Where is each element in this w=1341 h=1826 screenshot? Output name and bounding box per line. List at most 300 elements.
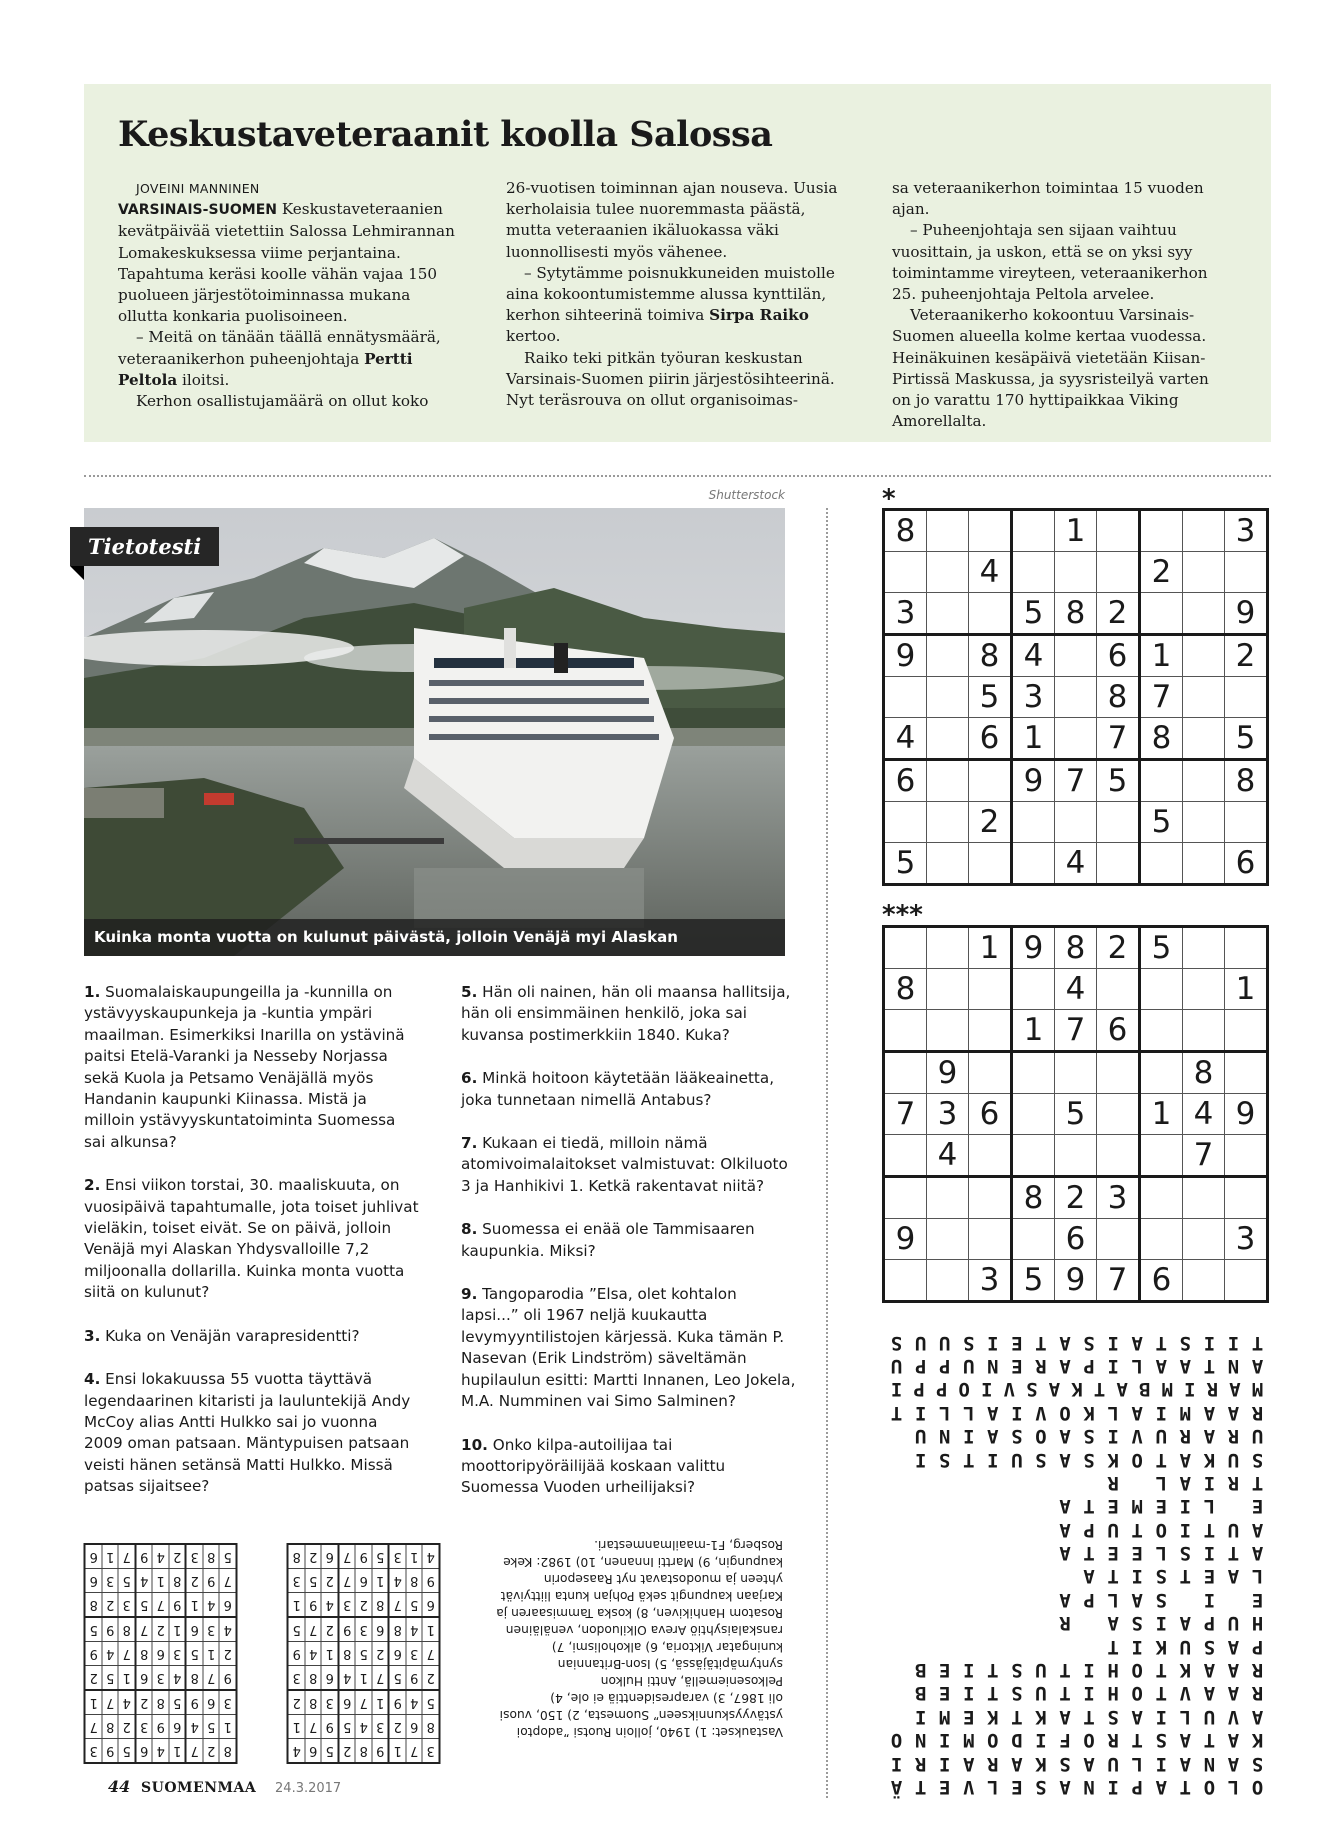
sudoku-cell: 1 (1225, 969, 1268, 1010)
solution-cell: 4 (169, 1666, 186, 1691)
solution-cell: 9 (102, 1617, 119, 1642)
solution-cell: 2 (288, 1690, 305, 1715)
solution-cell: 9 (220, 1666, 237, 1691)
sudoku-cell (1140, 843, 1183, 885)
grid-row (884, 635, 1268, 677)
sudoku-cell (969, 843, 1012, 885)
sudoku-cell (1225, 1010, 1268, 1052)
solution-cell: 3 (423, 1739, 440, 1764)
word-search-letter: T (1083, 1495, 1095, 1518)
solution-cell: 9 (136, 1544, 153, 1569)
word-search-letter (886, 1704, 907, 1727)
word-search-letter: N (1083, 1775, 1095, 1798)
solution-cell: 1 (186, 1593, 203, 1618)
sudoku-cell: 9 (1055, 1260, 1097, 1302)
word-search-letter: A (1227, 1401, 1240, 1424)
solution-cell: 8 (119, 1617, 136, 1642)
word-search-letter: L (1227, 1775, 1240, 1798)
word-search-letter: T (1093, 1378, 1106, 1401)
word-search-letter (1055, 1634, 1076, 1657)
solution-cell: 9 (389, 1690, 406, 1715)
word-search-letter: O (890, 1729, 903, 1752)
section-tag: Tietotesti (70, 527, 219, 566)
grid-row (884, 1135, 1268, 1177)
word-search-letter: P (938, 1354, 951, 1377)
grid-row (85, 1739, 237, 1764)
solution-cell: 6 (85, 1569, 102, 1593)
word-search-letter: A (1131, 1588, 1143, 1611)
sudoku-cell (1012, 510, 1055, 552)
solution-cell: 4 (288, 1739, 305, 1764)
solution-cell: 1 (372, 1690, 389, 1715)
solution-cell: 2 (372, 1642, 389, 1666)
solution-cell: 5 (186, 1642, 203, 1666)
word-search-letter (982, 1634, 1003, 1657)
word-search-letter: T (1155, 1448, 1167, 1471)
grid-row (884, 1094, 1268, 1135)
word-search-letter: R (1251, 1682, 1264, 1705)
word-search-letter: S (1011, 1424, 1023, 1447)
solution-cell: 4 (389, 1569, 406, 1593)
word-search-letter: K (1203, 1448, 1216, 1471)
word-search-letter (1079, 1611, 1100, 1634)
sudoku-cell: 1 (969, 927, 1012, 969)
sudoku-cell (884, 1260, 927, 1302)
sudoku-cell: 1 (1140, 1094, 1183, 1135)
grid-row (884, 677, 1268, 718)
question-text: Ensi viikon torstai, 30. maaliskuuta, on vuosipäivä tapahtumalle, jota toiset juhlivat vieläkin, toiset eivät. Se on päivä, jolloin Venäjä myi Alaskan Yhdysvalloille 7,2 miljoonalla dollarilla. Kuinka monta vuotta siitä on kulunut? (84, 1176, 419, 1302)
word-search-letter: T (1107, 1565, 1119, 1588)
word-search-letter: S (1035, 1775, 1047, 1798)
solution-cell: 2 (169, 1544, 186, 1569)
word-search-letter: I (1155, 1401, 1167, 1424)
word-search-row (886, 1447, 1268, 1470)
word-search-letter (1030, 1517, 1051, 1540)
word-search-letter: A (1083, 1752, 1095, 1775)
grid-row (85, 1544, 237, 1569)
sudoku-cell (884, 1010, 927, 1052)
question-text: Ensi lokakuussa 55 vuotta täyttävä legendaarinen kitaristi ja lauluntekijä Andy McCoy alias Antti Hulkko sai jo vuonna 2009 oman patsaan. Mäntypuisen patsaan veisti hänen setänsä Matti Hulkko. Missä patsas sijaitsee? (84, 1370, 411, 1496)
word-search-letter: I (1203, 1541, 1216, 1564)
solution-cell: 2 (356, 1593, 373, 1618)
word-search-letter: S (890, 1331, 903, 1354)
solution-cell: 6 (322, 1666, 339, 1691)
solution-grid (287, 1543, 441, 1764)
solution-cell: 2 (389, 1715, 406, 1739)
word-search-letter: U (1227, 1518, 1240, 1541)
grid-row (288, 1642, 440, 1666)
word-search-letter: A (1131, 1705, 1143, 1728)
solution-cell: 8 (169, 1569, 186, 1593)
word-search-letter: S (1131, 1612, 1143, 1635)
article-paragraph: 26-vuotisen toiminnan ajan nouseva. Uusia kerholaisia tulee nuoremmasta päästä, mutta veteraanien ikäluokassa väki luonnollisesti myös vähenee. (506, 179, 838, 261)
solution-cell: 1 (203, 1642, 220, 1666)
word-search-letter: N (938, 1424, 951, 1447)
word-search-letter: I (1179, 1495, 1192, 1518)
word-search-row (886, 1657, 1268, 1680)
word-search-letter (1127, 1470, 1148, 1493)
word-search-letter: R (1179, 1424, 1192, 1447)
solution-cell: 1 (119, 1666, 136, 1691)
solution-cell: 1 (169, 1739, 186, 1764)
sudoku-cell (884, 802, 927, 843)
solution-cell: 2 (305, 1544, 322, 1569)
question-number: 10. (461, 1435, 488, 1454)
word-search-letter: R (1227, 1424, 1240, 1447)
sudoku-cell (1140, 593, 1183, 635)
sudoku-cell: 2 (969, 802, 1012, 843)
sudoku-cell (1140, 1219, 1183, 1260)
word-search-letter: L (1107, 1588, 1119, 1611)
solution-cell: 5 (389, 1666, 406, 1691)
article-paragraph: Raiko teki pitkän työuran keskustan Varsinais-Suomen piirin järjestösihteerinä. Nyt teräsrouva on ollut organisoimas- (506, 348, 835, 410)
sudoku-cell: 5 (1140, 927, 1183, 969)
word-search-letter: S (1203, 1635, 1216, 1658)
solution-cell: 9 (102, 1739, 119, 1764)
question (84, 1326, 419, 1347)
word-search-letter: P (1083, 1588, 1095, 1611)
word-search-letter: E (1011, 1354, 1023, 1377)
sudoku-cell (927, 843, 969, 885)
word-search-letter: O (1251, 1775, 1264, 1798)
sudoku-cell (1055, 1135, 1097, 1177)
solution-cell: 6 (339, 1690, 356, 1715)
word-search-letter (958, 1611, 979, 1634)
word-search-letter: S (1179, 1331, 1192, 1354)
sudoku-cell (884, 552, 927, 593)
word-search-letter: A (1059, 1448, 1071, 1471)
sudoku-cell: 3 (969, 1260, 1012, 1302)
word-search-letter: S (1251, 1752, 1264, 1775)
solution-cell: 7 (389, 1593, 406, 1618)
word-search-letter: V (1035, 1401, 1047, 1424)
word-search-letter: I (1107, 1424, 1119, 1447)
sudoku-cell: 9 (1225, 593, 1268, 635)
word-search-letter: U (1155, 1424, 1167, 1447)
sudoku-cell (1225, 677, 1268, 718)
word-search-letter: I (1203, 1588, 1216, 1611)
sudoku-cell (969, 1052, 1012, 1094)
word-search-letter: A (1227, 1729, 1240, 1752)
sudoku-cell: 1 (1012, 718, 1055, 760)
solution-cell: 3 (406, 1642, 423, 1666)
sudoku-cell (1140, 1052, 1183, 1094)
sudoku-cell (884, 927, 927, 969)
word-search-letter: E (1011, 1331, 1023, 1354)
word-search-letter: K (987, 1705, 999, 1728)
word-search-letter: R (1059, 1612, 1071, 1635)
solution-cell: 7 (203, 1666, 220, 1691)
word-search-letter: T (1083, 1541, 1095, 1564)
grid-row (884, 593, 1268, 635)
article-paragraph: – Puheenjohtaja sen sijaan vaihtuu vuosittain, ja uskon, että se on yksi syy toimintamme vireyteen, veteraanikerhon 25. puheenjohtaja Peltola arvelee. (892, 221, 1208, 304)
word-search-letter (934, 1611, 955, 1634)
word-search-letter: E (1251, 1588, 1264, 1611)
solution-cell: 5 (102, 1666, 119, 1691)
word-search-letter: U (1251, 1424, 1264, 1447)
sudoku-cell: 8 (1055, 927, 1097, 969)
word-search-letter: T (963, 1448, 975, 1471)
word-search-letter: T (1011, 1705, 1023, 1728)
word-search-letter (982, 1470, 1003, 1493)
question-text: Minkä hoitoon käytetään lääkeainetta, joka tunnetaan nimellä Antabus? (461, 1069, 775, 1109)
word-search-letter: M (1251, 1378, 1264, 1401)
word-search-letter (886, 1424, 907, 1447)
question-number: 7. (461, 1134, 478, 1153)
word-search-letter (934, 1564, 955, 1587)
sudoku-cell (1225, 1260, 1268, 1302)
word-search-letter: T (1083, 1705, 1095, 1728)
word-search-row (886, 1353, 1268, 1376)
word-search-letter: M (1179, 1401, 1192, 1424)
solution-cell: 4 (406, 1617, 423, 1642)
word-search-row (886, 1634, 1268, 1657)
sudoku-cell (884, 1052, 927, 1094)
solution-cell: 8 (102, 1715, 119, 1739)
sudoku-cell (969, 760, 1012, 802)
word-search-letter: I (1227, 1331, 1240, 1354)
word-search-letter: I (1107, 1331, 1119, 1354)
word-search-letter: E (1251, 1495, 1264, 1518)
solution-cell: 7 (119, 1544, 136, 1569)
solution-cell: 2 (322, 1617, 339, 1642)
solution-cell: 8 (372, 1593, 389, 1618)
solution-cell: 9 (186, 1690, 203, 1715)
question (84, 1175, 419, 1303)
sudoku-hard (882, 925, 1269, 1303)
word-search-letter: I (1083, 1682, 1095, 1705)
word-search-letter: I (890, 1378, 903, 1401)
word-search-letter: T (890, 1401, 903, 1424)
word-search-row (886, 1494, 1268, 1517)
solution-cell: 9 (305, 1593, 322, 1618)
word-search-letter (982, 1541, 1003, 1564)
word-search-letter: U (890, 1354, 903, 1377)
word-search-letter (1223, 1587, 1244, 1610)
word-search-letter: P (1083, 1518, 1095, 1541)
word-search-letter: A (1227, 1682, 1240, 1705)
word-search-letter: N (1203, 1752, 1216, 1775)
sudoku-cell (1183, 1219, 1225, 1260)
word-search-letter: K (1071, 1378, 1083, 1401)
word-search-letter: T (987, 1682, 999, 1705)
article-text: – Meitä on tänään täällä ennätysmäärä, veteraanikerhon puheenjohtaja (118, 328, 441, 368)
sudoku-cell (1183, 927, 1225, 969)
solution-cell: 1 (288, 1593, 305, 1618)
word-search-letter: V (1227, 1705, 1240, 1728)
word-search-letter: A (963, 1752, 975, 1775)
word-search-letter: U (1011, 1448, 1023, 1471)
solution-cell: 4 (186, 1715, 203, 1739)
word-search-letter (958, 1541, 979, 1564)
word-search-letter: T (1131, 1729, 1143, 1752)
solution-cell: 7 (220, 1569, 237, 1593)
solution-cell: 4 (119, 1690, 136, 1715)
sudoku-cell: 4 (1012, 635, 1055, 677)
word-search-letter: E (938, 1682, 951, 1705)
sudoku-cell: 6 (884, 760, 927, 802)
word-search-letter: S (1107, 1705, 1119, 1728)
solution-cell: 3 (136, 1715, 153, 1739)
word-search-letter: I (1203, 1471, 1216, 1494)
solution-cell: 1 (389, 1739, 406, 1764)
solution-cell: 6 (372, 1617, 389, 1642)
sudoku-cell (1097, 969, 1140, 1010)
solution-cell: 7 (305, 1617, 322, 1642)
word-search-letter (982, 1517, 1003, 1540)
article-person: Sirpa Raiko (709, 306, 809, 325)
sudoku-cell (1097, 802, 1140, 843)
solution-cell: 1 (102, 1544, 119, 1569)
solution-grid (84, 1543, 238, 1764)
solution-cell: 8 (186, 1666, 203, 1691)
word-search-letter: A (1229, 1378, 1241, 1401)
sudoku-cell: 1 (1012, 1010, 1055, 1052)
word-search-letter: T (1131, 1518, 1143, 1541)
solution-cell: 6 (153, 1642, 170, 1666)
sudoku-cell: 4 (1055, 969, 1097, 1010)
sudoku-cell (1183, 1260, 1225, 1302)
word-search-letter (1030, 1494, 1051, 1517)
word-search-letter: E (963, 1705, 975, 1728)
sudoku-cell (1183, 593, 1225, 635)
solution-cell: 6 (203, 1690, 220, 1715)
word-search-letter: O (1131, 1658, 1143, 1681)
word-search-letter: A (1227, 1565, 1240, 1588)
word-search-letter: B (914, 1658, 927, 1681)
grid-row (884, 1010, 1268, 1052)
solution-cell: 3 (85, 1739, 102, 1764)
sudoku-cell: 3 (1012, 677, 1055, 718)
word-search-letter: A (1203, 1401, 1216, 1424)
solution-cell: 6 (136, 1739, 153, 1764)
solution-cell: 9 (169, 1593, 186, 1618)
word-search-letter: I (938, 1729, 951, 1752)
word-search-letter: T (1203, 1729, 1216, 1752)
word-search-letter: O (1059, 1401, 1071, 1424)
photo-credit: Shutterstock (708, 488, 785, 502)
sudoku-cell: 4 (1055, 843, 1097, 885)
grid-row (85, 1715, 237, 1739)
word-search-letter: A (1179, 1752, 1192, 1775)
word-search-letter (910, 1564, 931, 1587)
solution-cell: 5 (119, 1739, 136, 1764)
sudoku-cell (927, 552, 969, 593)
word-search-letter (1030, 1541, 1051, 1564)
question (461, 982, 796, 1046)
solution-cell: 2 (220, 1642, 237, 1666)
grid-row (884, 1177, 1268, 1219)
solution-cell: 8 (136, 1642, 153, 1666)
sudoku-cell (927, 802, 969, 843)
sudoku-cell (1225, 927, 1268, 969)
word-search-row (886, 1377, 1268, 1400)
sudoku-cell: 8 (1097, 677, 1140, 718)
word-search-letter (1079, 1470, 1100, 1493)
solution-cell: 3 (169, 1642, 186, 1666)
word-search-letter (1055, 1564, 1076, 1587)
solution-cell: 6 (85, 1544, 102, 1569)
word-search-letter (910, 1541, 931, 1564)
grid-row (85, 1593, 237, 1618)
sudoku-cell (1183, 843, 1225, 885)
solution-cell: 5 (423, 1690, 440, 1715)
word-search-letter: A (1179, 1612, 1192, 1635)
word-search-row (886, 1751, 1268, 1774)
word-search-letter: S (1011, 1658, 1023, 1681)
word-search-letter (934, 1587, 955, 1610)
word-search-letter: E (938, 1658, 951, 1681)
word-search-letter: D (1011, 1729, 1023, 1752)
word-search-letter: A (1107, 1612, 1119, 1635)
sudoku-cell: 4 (1183, 1094, 1225, 1135)
solution-cell: 2 (119, 1715, 136, 1739)
grid-row (85, 1666, 237, 1691)
word-search-letter: T (1059, 1658, 1071, 1681)
word-search-letter (1006, 1587, 1027, 1610)
question-text: Kuka on Venäjän varapresidentti? (100, 1326, 360, 1345)
sudoku-cell: 8 (1183, 1052, 1225, 1094)
word-search-letter: T (1155, 1658, 1167, 1681)
sudoku-solution-2 (287, 1543, 441, 1764)
solution-cell: 9 (339, 1617, 356, 1642)
word-search-letter: K (1155, 1635, 1167, 1658)
solution-cell: 6 (136, 1666, 153, 1691)
sudoku-cell: 7 (1055, 1010, 1097, 1052)
sudoku-cell (927, 510, 969, 552)
sudoku-cell: 2 (1055, 1177, 1097, 1219)
sudoku-cell (927, 677, 969, 718)
solution-cell: 7 (85, 1715, 102, 1739)
sudoku-cell (1012, 969, 1055, 1010)
solution-cell: 5 (322, 1739, 339, 1764)
word-search-letter: T (1155, 1331, 1167, 1354)
word-search-letter (1006, 1494, 1027, 1517)
word-search-letter: A (1179, 1354, 1192, 1377)
grid-row (884, 760, 1268, 802)
sudoku-cell (1225, 802, 1268, 843)
word-search-letter: I (987, 1448, 999, 1471)
word-search-letter: R (987, 1752, 999, 1775)
word-search-letter: L (1155, 1471, 1167, 1494)
word-search-letter (934, 1517, 955, 1540)
word-search-letter: M (1161, 1378, 1173, 1401)
solution-cell: 1 (406, 1544, 423, 1569)
word-search-letter: L (987, 1775, 999, 1798)
word-search-letter: A (1059, 1331, 1071, 1354)
question-text: Suomalaiskaupungeilla ja -kunnilla on ystävyyskaupunkeja ja -kuntia ympäri maailman. Esimerkiksi Inarilla on ystävinä paitsi Etelä-Varanki ja Nesseby Norjassa sekä Kuola ja Petsamo Venäjällä myös Handanin kaupunki Kiinassa. Mistä ja milloin ystävyyskuntatoiminta Suomessa sai alkunsa? (84, 983, 405, 1151)
solution-cell: 3 (288, 1569, 305, 1593)
word-search-letter: I (963, 1424, 975, 1447)
grid-row (884, 718, 1268, 760)
word-search-letter: K (1179, 1658, 1192, 1681)
solution-cell: 3 (339, 1593, 356, 1618)
grid-row (288, 1569, 440, 1593)
article-column-1 (118, 178, 458, 412)
word-search-letter: B (914, 1682, 927, 1705)
word-search-letter (982, 1611, 1003, 1634)
sudoku-cell (1183, 635, 1225, 677)
solution-cell: 8 (220, 1739, 237, 1764)
word-search-puzzle (886, 1330, 1268, 1798)
solution-cell: 4 (153, 1739, 170, 1764)
solution-cell: 6 (305, 1739, 322, 1764)
solution-cell: 8 (305, 1690, 322, 1715)
grid-row (85, 1617, 237, 1642)
sudoku-cell: 6 (1097, 1010, 1140, 1052)
word-search-letter: A (1083, 1565, 1095, 1588)
sudoku-cell (1012, 552, 1055, 593)
